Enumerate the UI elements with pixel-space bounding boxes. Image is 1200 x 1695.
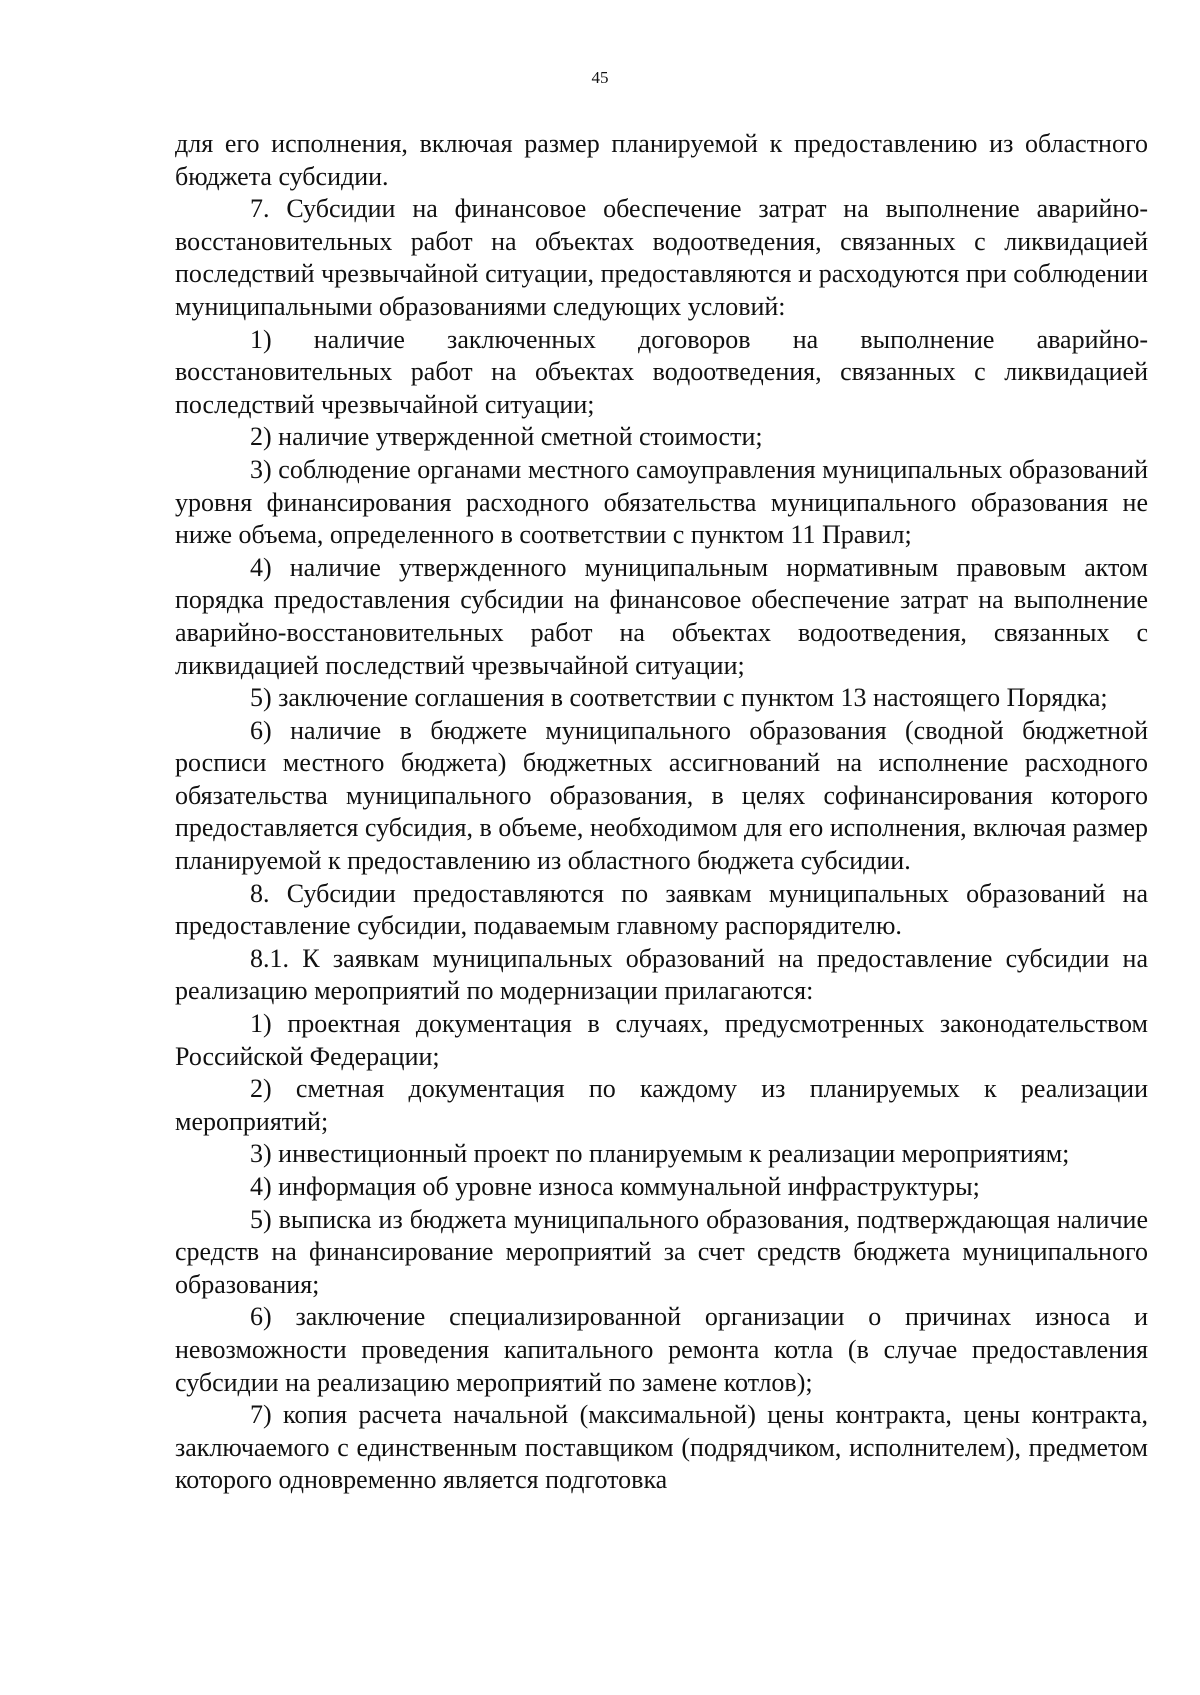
document-body bbox=[175, 128, 1148, 1497]
paragraph: 3) соблюдение органами местного самоуправления муниципальных образований уровня финансирования расходного обязательства муниципального образования не ниже объема, определенного в соответствии с пунктом 11 Правил; bbox=[175, 454, 1148, 550]
page-number: 45 bbox=[591, 68, 609, 87]
paragraph: 5) выписка из бюджета муниципального образования, подтверждающая наличие средств на финансирование мероприятий за счет средств бюджета муниципального образования; bbox=[175, 1204, 1148, 1299]
paragraph: 6) заключение специализированной организации о причинах износа и невозможности проведения капитального ремонта котла (в случае предоставления субсидии на реализацию мероприятий по замене котлов); bbox=[175, 1302, 1148, 1397]
paragraph: 6) наличие в бюджете муниципального образования (сводной бюджетной росписи местного бюджета) бюджетных ассигнований на исполнение расходного обязательства муниципального образования, в целях софинансирования которого предоставляется субсидия, в объеме, необходимом для его исполнения, включая размер планируемой к предоставлению из областного бюджета субсидии. bbox=[175, 715, 1148, 876]
paragraph: 7. Субсидии на финансовое обеспечение затрат на выполнение аварийно-восстановительных работ на объектах водоотведения, связанных с ликвидацией последствий чрезвычайной ситуации, предоставляются и расходуются при соблюдении муниципальными образованиями следующих условий: bbox=[175, 194, 1148, 321]
paragraph: 7) копия расчета начальной (максимальной) цены контракта, цены контракта, заключаемого с единственным поставщиком (подрядчиком, исполнителем), предметом которого одновременно является подготовка bbox=[175, 1400, 1148, 1495]
paragraph: 1) наличие заключенных договоров на выполнение аварийно-восстановительных работ на объектах водоотведения, связанных с ликвидацией последствий чрезвычайной ситуации; bbox=[175, 324, 1148, 419]
paragraph: 5) заключение соглашения в соответствии с пунктом 13 настоящего Порядка; bbox=[250, 683, 1108, 713]
paragraph: 1) проектная документация в случаях, предусмотренных законодательством Российской Федерации; bbox=[175, 1009, 1148, 1071]
paragraph: для его исполнения, включая размер планируемой к предоставлению из областного бюджета субсидии. bbox=[175, 129, 1148, 191]
paragraph: 4) наличие утвержденного муниципальным нормативным правовым актом порядка предоставления субсидии на финансовое обеспечение затрат на выполнение аварийно-восстановительных работ на объектах водоотведения, связанных с ликвидацией последствий чрезвычайной ситуации; bbox=[175, 552, 1148, 680]
paragraph: 4) информация об уровне износа коммунальной инфраструктуры; bbox=[250, 1172, 980, 1201]
paragraph: 2) сметная документация по каждому из планируемых к реализации мероприятий; bbox=[175, 1074, 1148, 1136]
paragraph: 8. Субсидии предоставляются по заявкам муниципальных образований на предоставление субсидии, подаваемым главному распорядителю. bbox=[175, 878, 1148, 941]
paragraph: 8.1. К заявкам муниципальных образований на предоставление субсидии на реализацию мероприятий по модернизации прилагаются: bbox=[175, 943, 1148, 1006]
paragraph: 2) наличие утвержденной сметной стоимости; bbox=[250, 422, 763, 452]
paragraph: 3) инвестиционный проект по планируемым к реализации мероприятиям; bbox=[250, 1139, 1070, 1169]
